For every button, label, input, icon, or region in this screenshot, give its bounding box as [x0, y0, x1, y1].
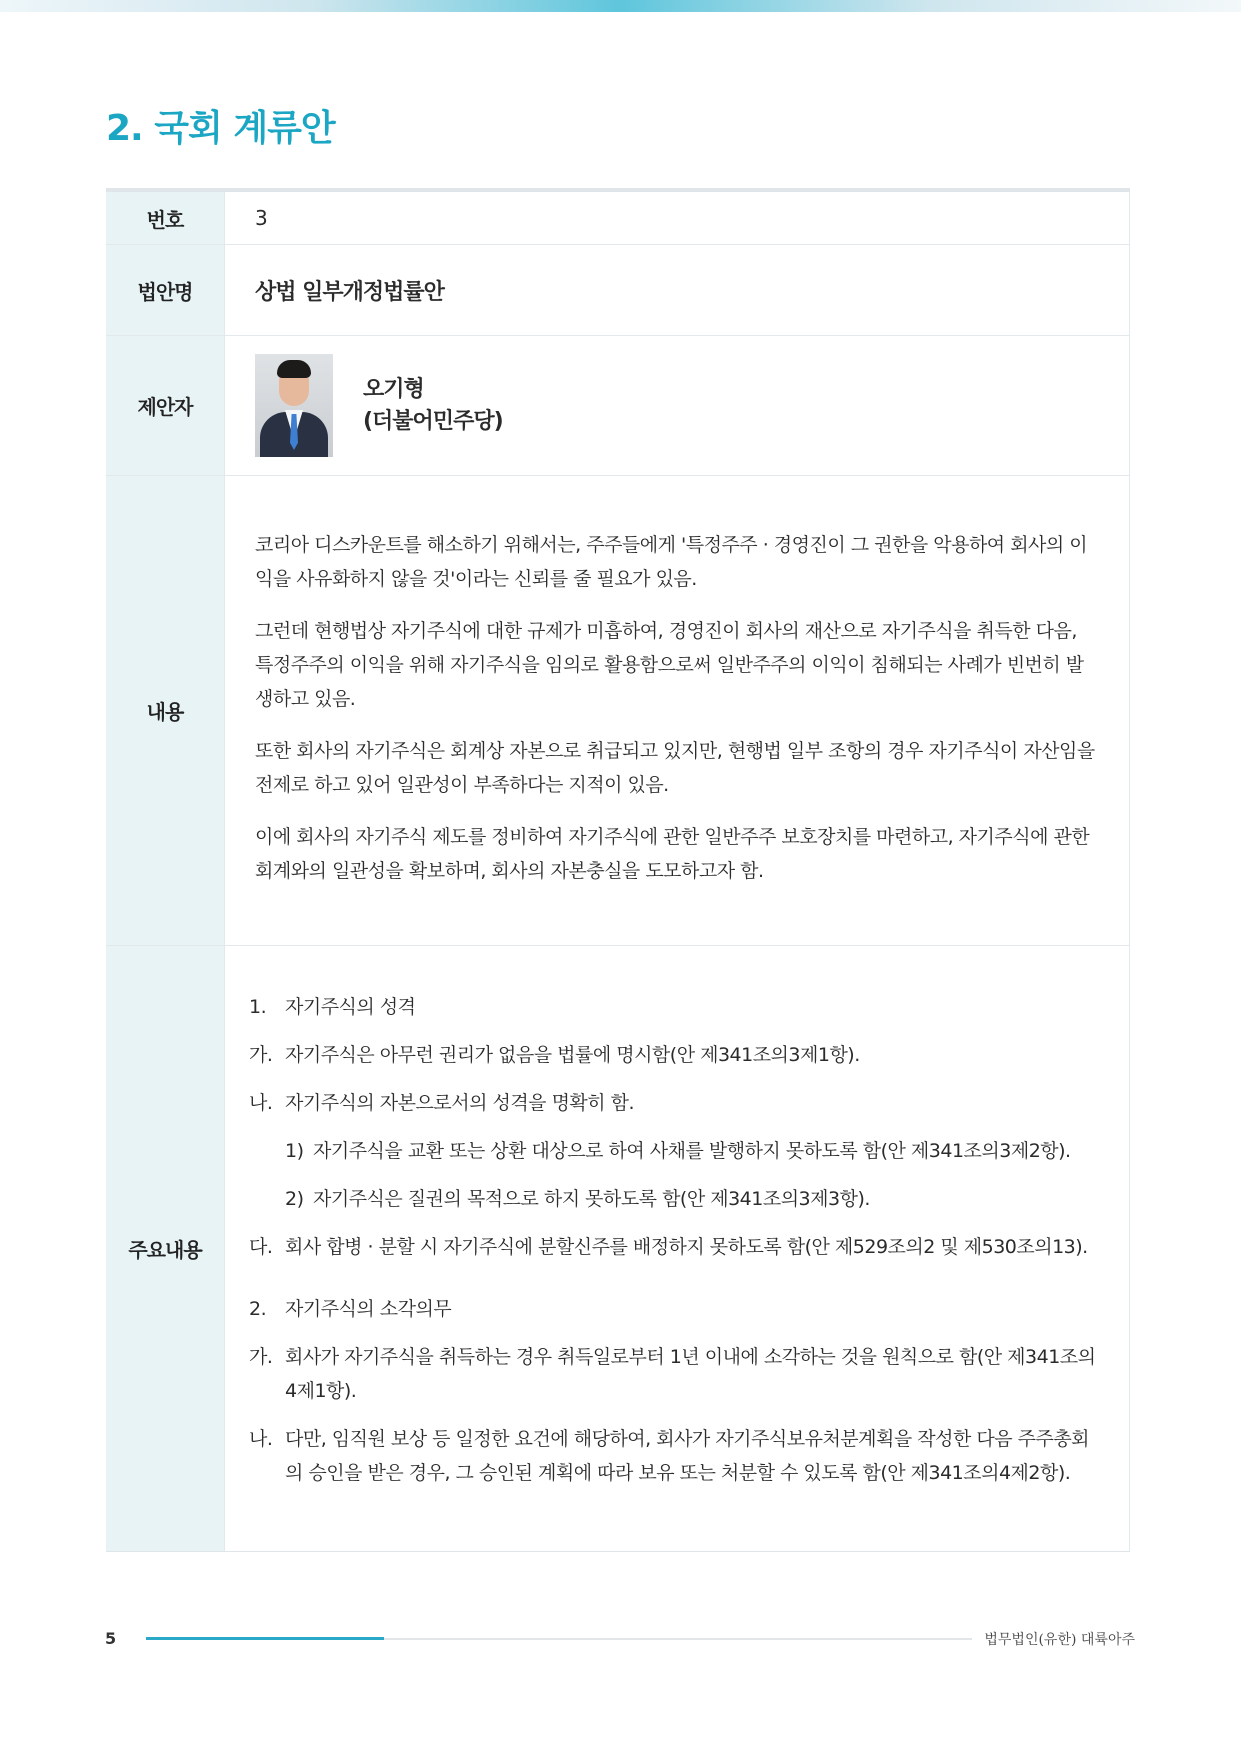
item-text: 다만, 임직원 보상 등 일정한 요건에 해당하여, 회사가 자기주식보유처분계획을 작성한 다음 주주총회의 승인을 받은 경우, 그 승인된 계획에 따라 보유 또는 처분할 수 있도록 함(안 제341조의4제2항). [285, 1428, 1090, 1484]
list-item [249, 1422, 1099, 1490]
item-text: 회사가 자기주식을 취득하는 경우 취득일로부터 1년 이내에 소각하는 것을 원칙으로 함(안 제341조의4제1항). [285, 1346, 1096, 1402]
item-text: 자기주식은 아무런 권리가 없음을 법률에 명시함(안 제341조의3제1항). [285, 1044, 860, 1066]
label-number: 번호 [106, 192, 225, 244]
content-cell [225, 476, 1130, 945]
label-bill-name: 법안명 [106, 245, 225, 335]
item-marker: 가. [249, 1044, 273, 1066]
item-marker: 2) [285, 1188, 304, 1210]
proposer-party: (더불어민주당) [363, 408, 503, 434]
proposer-cell [225, 336, 1130, 475]
bill-number: 3 [225, 192, 1130, 244]
list-item [249, 1086, 1099, 1120]
list-subitem [249, 1134, 1099, 1168]
item-text: 자기주식의 성격 [285, 996, 416, 1018]
proposer-name: 오기형 [363, 376, 424, 402]
item-marker: 다. [249, 1236, 273, 1258]
item-marker: 1) [285, 1140, 304, 1162]
item-text: 자기주식은 질권의 목적으로 하지 못하도록 함(안 제341조의3제3항). [313, 1188, 870, 1210]
item-text: 자기주식을 교환 또는 상환 대상으로 하여 사채를 발행하지 못하도록 함(안 제341조의3제2항). [313, 1140, 1071, 1162]
label-proposer: 제안자 [106, 336, 225, 475]
list-item [249, 990, 1099, 1024]
top-gradient-bar [0, 0, 1241, 12]
row-bill-name [106, 245, 1130, 336]
row-number [106, 192, 1130, 245]
section-title: 2. 국회 계류안 [106, 108, 335, 149]
list-item [249, 1038, 1099, 1072]
list-subitem [249, 1182, 1099, 1216]
item-marker: 가. [249, 1346, 273, 1368]
content-paragraph: 또한 회사의 자기주식은 회계상 자본으로 취급되고 있지만, 현행법 일부 조항의 경우 자기주식이 자산임을 전제로 하고 있어 일관성이 부족하다는 지적이 있음. [255, 740, 1095, 796]
content-paragraph: 그런데 현행법상 자기주식에 대한 규제가 미흡하여, 경영진이 회사의 재산으로 자기주식을 취득한 다음, 특정주주의 이익을 위해 자기주식을 임의로 활용함으로써 일반주주의 이익이 침해되는 사례가 빈번히 발생하고 있음. [255, 620, 1084, 710]
row-main-content [106, 946, 1130, 1551]
list-item [249, 1292, 1099, 1326]
content-paragraph: 이에 회사의 자기주식 제도를 정비하여 자기주식에 관한 일반주주 보호장치를 마련하고, 자기주식에 관한 회계와의 일관성을 확보하며, 회사의 자본충실을 도모하고자 함. [255, 826, 1090, 882]
list-item [249, 1340, 1099, 1408]
bill-name: 상법 일부개정법률안 [225, 245, 1130, 335]
list-item [249, 1230, 1099, 1264]
row-content [106, 476, 1130, 946]
footer-divider-accent [146, 1637, 384, 1640]
content-paragraph: 코리아 디스카운트를 해소하기 위해서는, 주주들에게 '특정주주 · 경영진이 그 권한을 악용하여 회사의 이익을 사유화하지 않을 것'이라는 신뢰를 줄 필요가 있음. [255, 534, 1088, 590]
label-content: 내용 [106, 476, 225, 945]
item-marker: 2. [249, 1298, 267, 1320]
item-marker: 나. [249, 1092, 273, 1114]
proposer-photo [255, 354, 333, 457]
item-text: 회사 합병 · 분할 시 자기주식에 분할신주를 배정하지 못하도록 함(안 제529조의2 및 제530조의13). [285, 1236, 1088, 1258]
proposer-info [363, 374, 503, 438]
label-main-content: 주요내용 [106, 946, 225, 1551]
item-text: 자기주식의 자본으로서의 성격을 명확히 함. [285, 1092, 635, 1114]
item-marker: 1. [249, 996, 267, 1018]
item-marker: 나. [249, 1428, 273, 1450]
bill-table [106, 188, 1130, 1552]
page-number: 5 [105, 1629, 117, 1648]
main-content-cell [225, 946, 1130, 1551]
item-text: 자기주식의 소각의무 [285, 1298, 452, 1320]
row-proposer [106, 336, 1130, 476]
firm-name: 법무법인(유한) 대륙아주 [984, 1632, 1135, 1648]
